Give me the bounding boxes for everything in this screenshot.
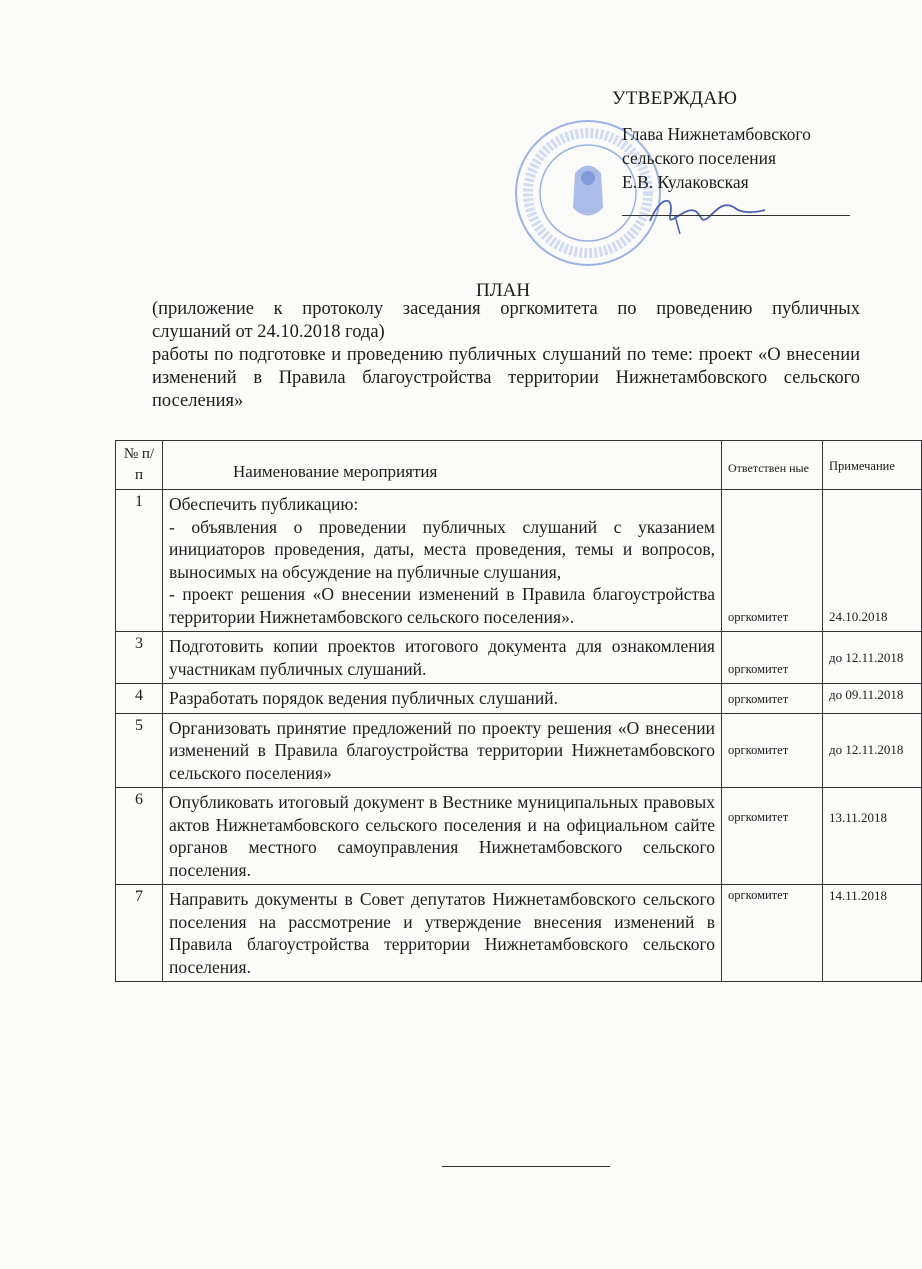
plan-table	[115, 440, 922, 982]
row-num: 1	[116, 490, 163, 632]
row-note: до 09.11.2018	[823, 684, 922, 714]
header-num: № п/п	[116, 441, 163, 490]
row-responsible: оргкомитет	[722, 490, 823, 632]
row-name: Направить документы в Совет депутатов Нижнетамбовского сельского поселения на рассмотрение и утверждение внесения изменений в Правила благоустройства территории Нижнетамбовского сельского поселения.	[163, 885, 722, 982]
handwritten-signature	[640, 186, 770, 236]
row-name: Опубликовать итоговый документ в Вестнике муниципальных правовых актов Нижнетамбовского сельского поселения и на официальном сайте органов местного самоуправления Нижнетамбовского сельского поселения.	[163, 788, 722, 885]
row-name: Организовать принятие предложений по проекту решения «О внесении изменений в Правила благоустройства территории Нижнетамбовского сельского поселения»	[163, 713, 722, 788]
row-num: 3	[116, 632, 163, 684]
row-note: 24.10.2018	[823, 490, 922, 632]
approval-line: Глава Нижнетамбовского	[622, 124, 811, 144]
approval-block	[622, 122, 811, 194]
footer-divider	[442, 1166, 610, 1167]
row-name: Обеспечить публикацию: - объявления о проведении публичных слушаний с указанием инициаторов проведения, даты, места проведения, темы и вопросов, выносимых на обсуждение на публичные слушания, - проект решения «О внесении изменений в Правила благоустройства территории Нижнетамбовского сельского поселения».	[163, 490, 722, 632]
table-row	[116, 632, 922, 684]
approval-line: Е.В. Кулаковская	[622, 172, 749, 192]
row-responsible: оргкомитет	[722, 788, 823, 885]
header-note: Примечание	[823, 441, 922, 490]
document-intro	[152, 298, 860, 413]
row-name: Подготовить копии проектов итогового документа для ознакомления участникам публичных слушаний.	[163, 632, 722, 684]
row-responsible: оргкомитет	[722, 632, 823, 684]
row-num: 4	[116, 684, 163, 714]
table-row	[116, 490, 922, 632]
row-responsible: оргкомитет	[722, 684, 823, 714]
subtitle-line: (приложение к протоколу заседания оргкомитета по проведению публичных	[152, 299, 860, 319]
header-responsible: Ответствен ные	[722, 441, 823, 490]
row-responsible: оргкомитет	[722, 885, 823, 982]
table-row	[116, 713, 922, 788]
row-note: до 12.11.2018	[823, 632, 922, 684]
document-title: ПЛАН	[476, 280, 531, 301]
row-num: 7	[116, 885, 163, 982]
row-num: 6	[116, 788, 163, 885]
subtitle-line: слушаний от 24.10.2018 года)	[152, 322, 385, 342]
row-responsible: оргкомитет	[722, 713, 823, 788]
table-row	[116, 885, 922, 982]
header-name: Наименование мероприятия	[163, 441, 722, 490]
approval-heading: УТВЕРЖДАЮ	[612, 88, 738, 109]
table-row	[116, 684, 922, 714]
table-row	[116, 788, 922, 885]
row-note: 13.11.2018	[823, 788, 922, 885]
approval-line: сельского поселения	[622, 148, 777, 168]
row-name: Разработать порядок ведения публичных слушаний.	[163, 684, 722, 714]
plan-description: работы по подготовке и проведению публичных слушаний по теме: проект «О внесении изменений в Правила благоустройства территории Нижнетамбовского сельского поселения»	[152, 345, 860, 411]
table-header-row	[116, 441, 922, 490]
row-note: 14.11.2018	[823, 885, 922, 982]
row-num: 5	[116, 713, 163, 788]
row-note: до 12.11.2018	[823, 713, 922, 788]
signature-line	[622, 215, 850, 216]
